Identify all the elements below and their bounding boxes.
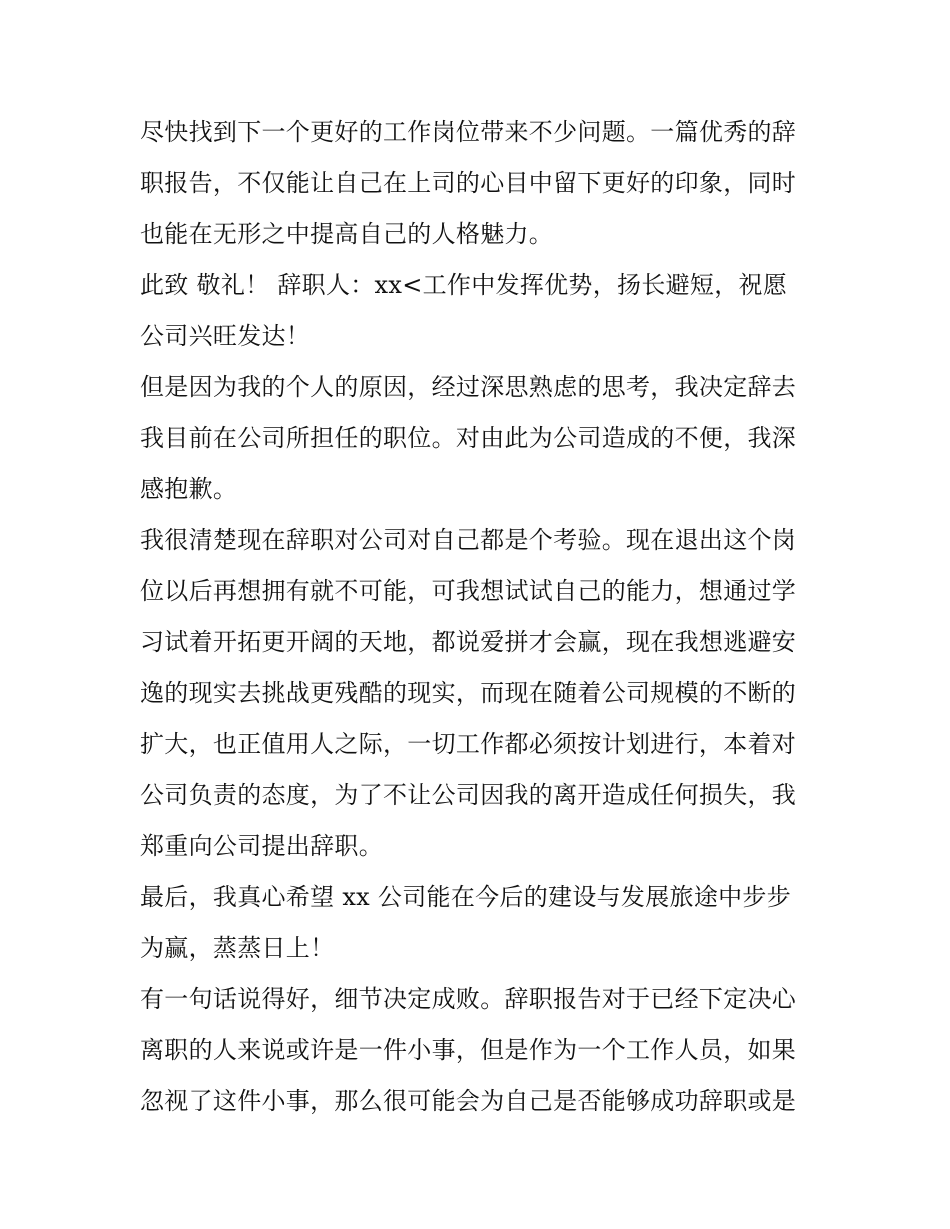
text-line-18: 有一句话说得好，细节决定成败。辞职报告对于已经下定决心 (140, 985, 797, 1013)
text-line-20: 忽视了这件小事，那么很可能会为自己是否能够成功辞职或是 (140, 1087, 797, 1115)
text-line-1: 尽快找到下一个更好的工作岗位带来不少问题。一篇优秀的辞 (140, 118, 797, 146)
text-line-19: 离职的人来说或许是一件小事，但是作为一个工作人员，如果 (140, 1036, 797, 1064)
text-line-4: 此致 敬礼！ 辞职人：xx<工作中发挥优势，扬长避短，祝愿 (140, 271, 788, 299)
text-line-17: 为赢，蒸蒸日上！ (140, 934, 335, 962)
text-line-16: 最后，我真心希望 xx 公司能在今后的建设与发展旅途中步步 (140, 883, 792, 911)
text-line-12: 逸的现实去挑战更残酷的现实，而现在随着公司规模的不断的 (140, 679, 797, 707)
text-line-5: 公司兴旺发达！ (140, 322, 311, 350)
text-line-10: 位以后再想拥有就不可能，可我想试试自己的能力，想通过学 (140, 577, 797, 605)
text-line-7: 我目前在公司所担任的职位。对由此为公司造成的不便，我深 (140, 424, 797, 452)
text-line-3: 也能在无形之中提高自己的人格魅力。 (140, 220, 554, 248)
text-line-11: 习试着开拓更开阔的天地，都说爱拼才会赢，现在我想逃避安 (140, 628, 797, 656)
text-line-8: 感抱歉。 (140, 475, 238, 503)
text-line-14: 公司负责的态度，为了不让公司因我的离开造成任何损失，我 (140, 781, 797, 809)
text-line-9: 我很清楚现在辞职对公司对自己都是个考验。现在退出这个岗 (140, 526, 797, 554)
text-line-6: 但是因为我的个人的原因，经过深思熟虑的思考，我决定辞去 (140, 373, 797, 401)
text-line-15: 郑重向公司提出辞职。 (140, 832, 383, 860)
text-line-13: 扩大，也正值用人之际，一切工作都必须按计划进行，本着对 (140, 730, 797, 758)
text-line-2: 职报告，不仅能让自己在上司的心目中留下更好的印象，同时 (140, 169, 797, 197)
